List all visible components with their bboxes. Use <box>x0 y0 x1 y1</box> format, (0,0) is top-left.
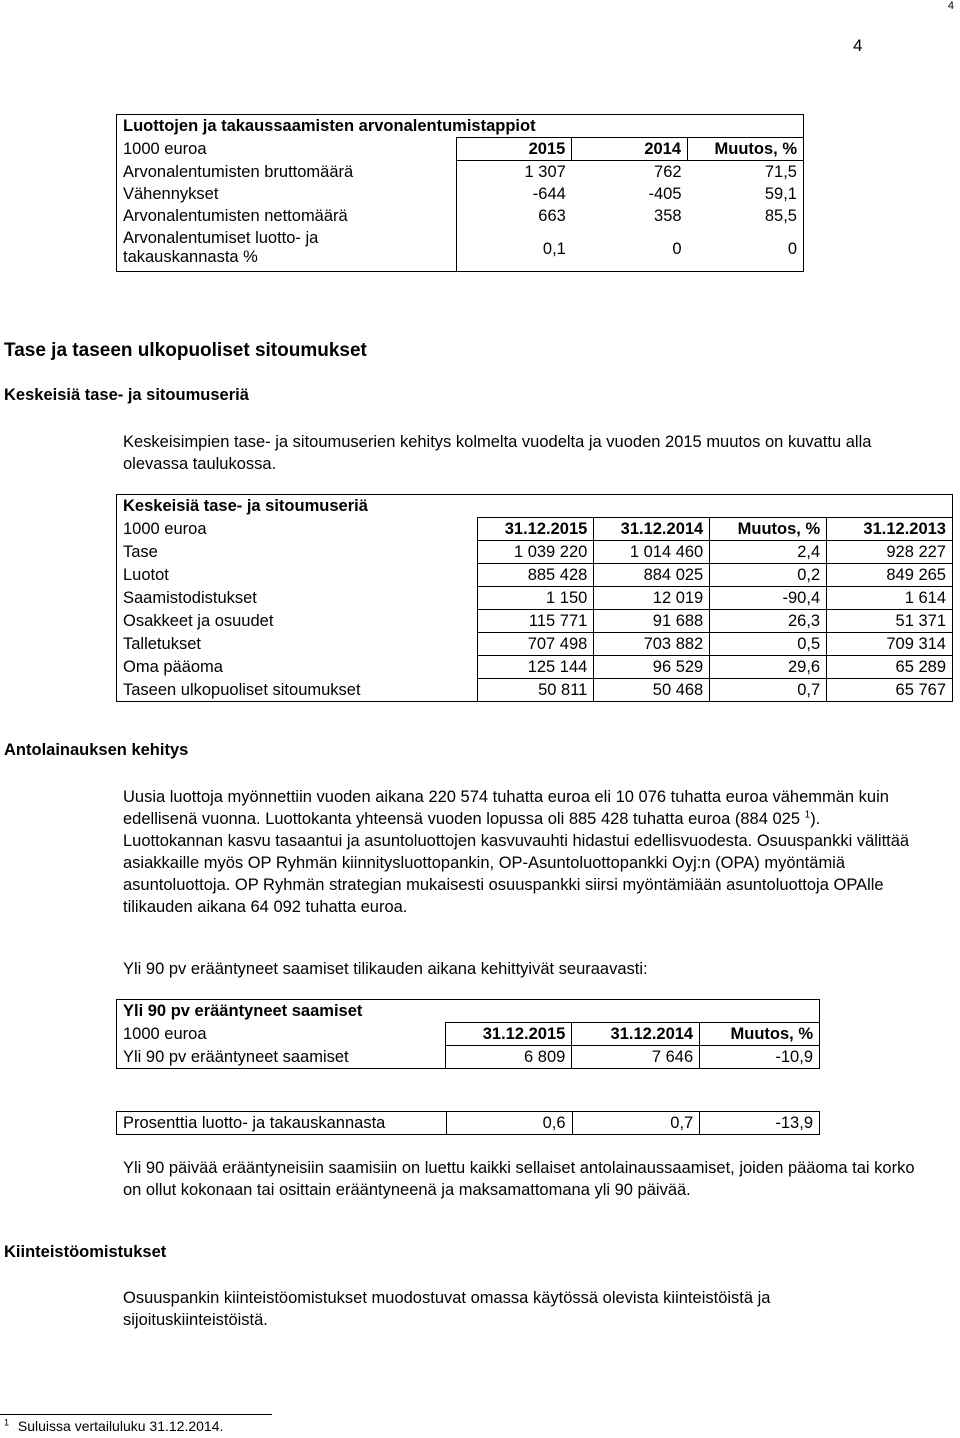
table-cell: 1 039 220 <box>478 541 594 564</box>
table-cell: 884 025 <box>594 564 710 587</box>
table-cell: 29,6 <box>710 656 827 679</box>
table-row <box>117 227 804 272</box>
table-header-cell: Muutos, % <box>688 138 804 161</box>
overdue-definition: Yli 90 päivää erääntyneisiin saamisiin on luettu kaikki sellaiset antolainaussaamiset, joiden pääoma tai korko on ollut kokonaan tai osittain erääntyneenä ja maksamattomana yli 90 päivää. <box>123 1159 915 1199</box>
footnote <box>4 1418 223 1434</box>
table-row <box>117 610 953 633</box>
table-cell: 85,5 <box>764 207 797 225</box>
overdue-table <box>116 999 820 1069</box>
table-row <box>117 541 953 564</box>
row-label: Osakkeet ja osuudet <box>123 612 274 630</box>
table-cell: -405 <box>648 185 682 203</box>
table-cell: -13,9 <box>700 1112 820 1135</box>
table-cell: 2,4 <box>710 541 827 564</box>
row-label <box>117 227 457 272</box>
table-cell: 709 314 <box>827 633 953 656</box>
table-row <box>117 1112 820 1135</box>
table-cell: 71,5 <box>764 163 797 181</box>
table-cell: 125 144 <box>478 656 594 679</box>
table-cell: 7 646 <box>572 1046 700 1069</box>
overdue-percent-table <box>116 1111 820 1135</box>
table-cell: 91 688 <box>594 610 710 633</box>
table-cell: 50 811 <box>478 679 594 702</box>
table-header-cell: Muutos, % <box>700 1023 820 1046</box>
table-cell: 885 428 <box>478 564 594 587</box>
row-label: Arvonalentumisten bruttomäärä <box>123 162 354 181</box>
table-cell: -90,4 <box>710 587 827 610</box>
table-cell: 1 014 460 <box>594 541 710 564</box>
row-label: Talletukset <box>123 635 201 653</box>
table-cell: 65 289 <box>827 656 953 679</box>
table-cell: 59,1 <box>764 185 797 203</box>
row-label-line: Arvonalentumiset luotto- ja <box>123 229 319 247</box>
lending-paragraph-part: Uusia luottoja myönnettiin vuoden aikana 220 574 tuhatta euroa eli 10 076 tuhatta euroa vähemmän kuin edellisenä vuonna. Luottokanta yhteensä vuoden lopussa oli 885 428 tuhatta euroa (884 025 <box>123 788 889 828</box>
impairment-table-title: Luottojen ja takaussaamisten arvonalentumistappiot <box>123 117 536 135</box>
table-row <box>117 633 953 656</box>
table-cell: 115 771 <box>478 610 594 633</box>
table-header-cell: 31.12.2015 <box>478 518 594 541</box>
overdue-table-title: Yli 90 pv erääntyneet saamiset <box>123 1002 363 1020</box>
table-cell: 928 227 <box>827 541 953 564</box>
row-label: Luotot <box>123 566 169 584</box>
table-header-row <box>117 518 953 541</box>
table-cell: 0,7 <box>710 679 827 702</box>
overdue-intro: Yli 90 pv erääntyneet saamiset tilikauden aikana kehittyivät seuraavasti: <box>123 960 648 978</box>
table-cell: 65 767 <box>827 679 953 702</box>
lending-paragraph <box>123 786 918 918</box>
table-cell: 703 882 <box>594 633 710 656</box>
table-row <box>117 1046 820 1069</box>
table-row <box>117 587 953 610</box>
table-cell: 849 265 <box>827 564 953 587</box>
table-row <box>117 183 804 205</box>
table-cell: 51 371 <box>827 610 953 633</box>
table-header-cell: Muutos, % <box>710 518 827 541</box>
impairment-table <box>116 114 804 272</box>
table-cell: 50 468 <box>594 679 710 702</box>
table-header-cell: 31.12.2015 <box>446 1023 572 1046</box>
section-subheading-balance: Keskeisiä tase- ja sitoumuseriä <box>4 386 249 404</box>
balance-paragraph: Keskeisimpien tase- ja sitoumuserien kehitys kolmelta vuodelta ja vuoden 2015 muutos on kuvattu alla olevassa taulukossa. <box>123 433 872 473</box>
balance-items-table <box>116 494 953 702</box>
row-label: Prosenttia luotto- ja takauskannasta <box>123 1114 386 1132</box>
row-label: Taseen ulkopuoliset sitoumukset <box>123 680 361 699</box>
row-label: Arvonalentumisten nettomäärä <box>123 207 348 225</box>
footnote-marker: 1 <box>4 1417 10 1428</box>
table-cell: 1 150 <box>478 587 594 610</box>
table-cell: 707 498 <box>478 633 594 656</box>
table-header-row <box>117 138 804 161</box>
table-header-row <box>117 1023 820 1046</box>
row-label: Oma pääoma <box>123 658 223 676</box>
table-cell: 0,1 <box>456 227 572 272</box>
table-cell: 0,7 <box>572 1112 700 1135</box>
footnote-text: Suluissa vertailuluku 31.12.2014. <box>17 1418 224 1434</box>
table-header-cell: 1000 euroa <box>123 140 207 158</box>
table-cell: 1 307 <box>456 161 572 184</box>
table-cell: 1 614 <box>827 587 953 610</box>
table-cell: 663 <box>456 205 572 227</box>
section-heading-lending: Antolainauksen kehitys <box>4 741 189 759</box>
table-cell: 12 019 <box>594 587 710 610</box>
table-cell: 96 529 <box>594 656 710 679</box>
table-cell: 0,2 <box>710 564 827 587</box>
table-row <box>117 205 804 227</box>
table-row <box>117 564 953 587</box>
page-number: 4 <box>853 36 863 55</box>
table-cell: 762 <box>654 163 682 181</box>
table-cell: -644 <box>456 183 572 205</box>
table-header-cell: 2015 <box>456 138 572 161</box>
footnote-divider <box>0 1414 272 1415</box>
property-paragraph: Osuuspankin kiinteistöomistukset muodostuvat omassa käytössä olevista kiinteistöistä ja sijoituskiinteistöistä. <box>123 1289 771 1329</box>
row-label: Yli 90 pv erääntyneet saamiset <box>123 1047 349 1066</box>
row-label: Vähennykset <box>123 185 219 203</box>
table-row <box>117 679 953 702</box>
balance-table-title: Keskeisiä tase- ja sitoumuseriä <box>123 497 368 515</box>
row-label-line: takauskannasta % <box>123 248 258 266</box>
table-cell: 0 <box>672 240 682 258</box>
row-label: Tase <box>123 543 158 561</box>
table-header-cell: 1000 euroa <box>123 1025 207 1043</box>
table-header-cell: 1000 euroa <box>123 520 207 538</box>
section-heading-property: Kiinteistöomistukset <box>4 1243 167 1261</box>
table-header-cell: 31.12.2014 <box>594 518 710 541</box>
table-row <box>117 656 953 679</box>
table-row <box>117 161 804 184</box>
table-cell: 26,3 <box>710 610 827 633</box>
table-header-cell: 2014 <box>572 138 688 161</box>
table-header-cell: 31.12.2013 <box>827 518 953 541</box>
table-header-cell: 31.12.2014 <box>572 1023 700 1046</box>
lending-paragraph-part: ). Luottokannan kasvu tasaantui ja asuntoluottojen kasvuvauhti hidastui edellisvuodesta. Osuuspankki välittää asiakkaille myös OP Ryhmän kiinnitysluottopankin, OP-Asuntoluottopankki Oyj:n (OPA) myöntämiä asuntoluottoja. OP Ryhmän strategian mukaisesti osuuspankki siirsi myöntämiään asuntoluottoja OPAlle tilikauden aikana 64 092 tuhatta euroa. <box>123 810 910 916</box>
table-cell: 358 <box>654 207 682 225</box>
page-number-header-small: 4 <box>947 0 954 12</box>
table-cell: 0,5 <box>710 633 827 656</box>
table-cell: 6 809 <box>446 1046 572 1069</box>
table-cell: 0,6 <box>446 1112 572 1135</box>
row-label: Saamistodistukset <box>123 589 257 607</box>
section-heading-balance: Tase ja taseen ulkopuoliset sitoumukset <box>4 340 367 361</box>
table-cell: -10,9 <box>700 1046 820 1069</box>
footnote-reference: 1 <box>804 809 811 821</box>
table-cell: 0 <box>787 240 797 258</box>
